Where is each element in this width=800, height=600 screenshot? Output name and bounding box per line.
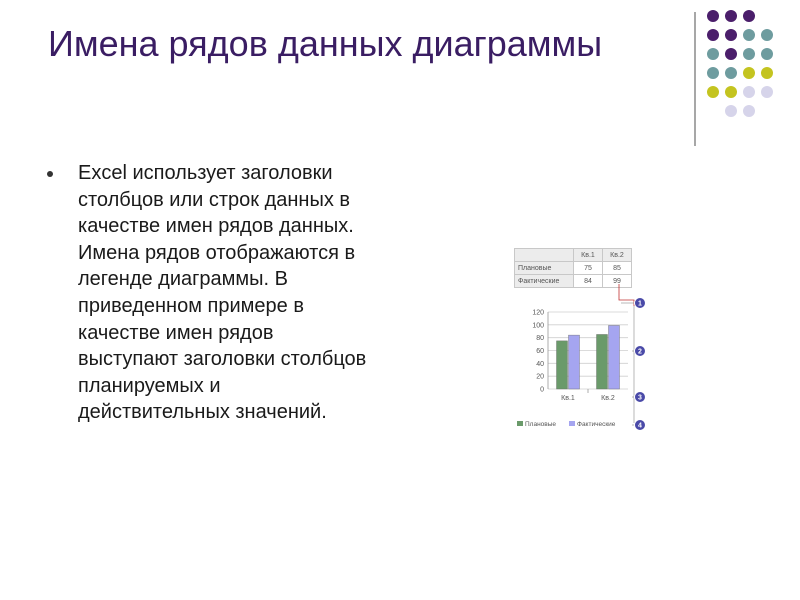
callout-number: 1 bbox=[638, 300, 642, 308]
bullet-item bbox=[40, 160, 370, 426]
chart-bars bbox=[557, 325, 620, 389]
purple-dot bbox=[725, 48, 737, 60]
decorative-vertical-line bbox=[694, 12, 696, 146]
legend-swatch bbox=[569, 421, 575, 426]
table-cell: 84 bbox=[574, 275, 603, 288]
chart-legend bbox=[517, 421, 616, 428]
y-tick-label: 20 bbox=[536, 373, 544, 381]
decorative-dot-grid bbox=[707, 10, 791, 134]
slide-title: Имена рядов данных диаграммы bbox=[48, 23, 603, 64]
table-row-header: Плановые bbox=[515, 262, 574, 275]
callout-number: 3 bbox=[638, 394, 642, 402]
teal-dot bbox=[707, 48, 719, 60]
callout-number: 4 bbox=[638, 422, 642, 430]
bar bbox=[569, 335, 580, 389]
purple-dot bbox=[725, 10, 737, 22]
bar-chart bbox=[514, 248, 674, 438]
y-tick-label: 100 bbox=[532, 322, 544, 330]
table-header-q2: Кв.2 bbox=[603, 249, 632, 262]
y-tick-label: 120 bbox=[532, 309, 544, 317]
teal-dot bbox=[743, 48, 755, 60]
callout-number: 2 bbox=[638, 348, 642, 356]
purple-dot bbox=[707, 10, 719, 22]
x-tick-label: Кв.2 bbox=[601, 395, 615, 402]
teal-dot bbox=[725, 67, 737, 79]
legend-label: Плановые bbox=[525, 421, 557, 428]
table-header-q1: Кв.1 bbox=[574, 249, 603, 262]
table-row-header: Фактические bbox=[515, 275, 574, 288]
y-tick-label: 40 bbox=[536, 360, 544, 368]
x-tick-label: Кв.1 bbox=[561, 395, 575, 402]
table-cell: 85 bbox=[603, 262, 632, 275]
legend-swatch bbox=[517, 421, 523, 426]
purple-dot bbox=[743, 10, 755, 22]
bar bbox=[597, 334, 608, 389]
teal-dot bbox=[761, 48, 773, 60]
legend-label: Фактические bbox=[577, 421, 616, 428]
teal-dot bbox=[743, 29, 755, 41]
y-tick-label: 0 bbox=[540, 386, 544, 394]
purple-dot bbox=[725, 29, 737, 41]
olive-dot bbox=[761, 67, 773, 79]
y-tick-label: 60 bbox=[536, 348, 544, 355]
lavender-dot bbox=[761, 86, 773, 98]
lavender-dot bbox=[743, 105, 755, 117]
callout-markers bbox=[619, 284, 646, 431]
olive-dot bbox=[725, 86, 737, 98]
olive-dot bbox=[743, 67, 755, 79]
bar bbox=[609, 325, 620, 389]
x-axis-labels bbox=[561, 395, 615, 402]
bullet-marker-icon bbox=[47, 171, 53, 177]
lavender-dot bbox=[743, 86, 755, 98]
teal-dot bbox=[761, 29, 773, 41]
olive-dot bbox=[707, 86, 719, 98]
teal-dot bbox=[707, 67, 719, 79]
purple-dot bbox=[707, 29, 719, 41]
y-axis-labels bbox=[532, 310, 544, 394]
example-figure bbox=[514, 248, 674, 438]
table-cell: 99 bbox=[603, 275, 632, 288]
y-tick-label: 80 bbox=[536, 335, 544, 343]
bullet-text: Excel использует заголовки столбцов или строк данных в качестве имен рядов данных. Имена рядов отображаются в легенде диаграммы. В приведенном примере в качестве имен рядов выступают заголовки столбцов планируемых и действительных значений. bbox=[78, 162, 367, 424]
table-cell: 75 bbox=[574, 262, 603, 275]
lavender-dot bbox=[725, 105, 737, 117]
bar bbox=[557, 341, 568, 389]
